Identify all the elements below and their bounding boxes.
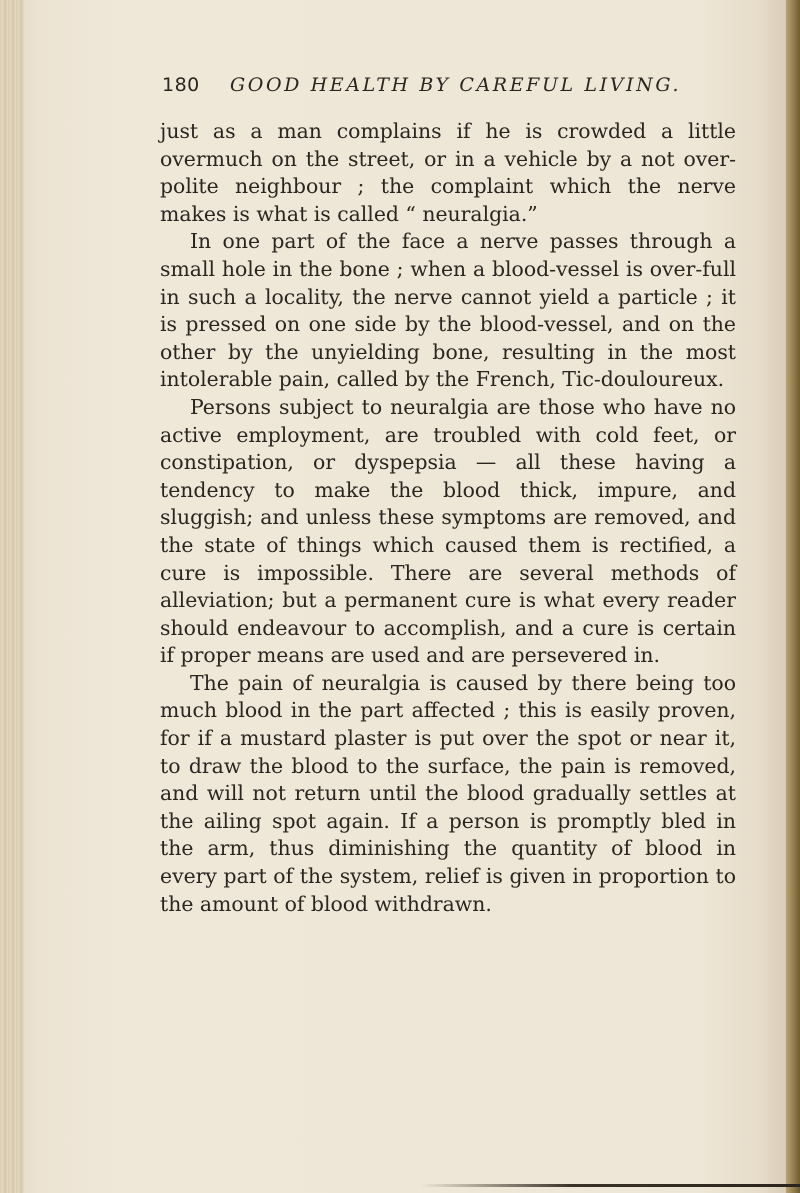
paragraph: Persons subject to neuralgia are those who have no active employment, are troubled with cold feet, or constipation, or dyspepsia — all these having a tendency to make the blood thick, impure, and sluggish; and unless these symptoms are removed, and the state of things which caused them is rectified, a cure is impossible. There are several methods of alleviation; but a permanent cure is what every reader should endeavour to accomplish, and a cure is certain if proper means are used and are persevered in. xyxy=(160,394,736,668)
paragraph: The pain of neuralgia is caused by there being too much blood in the part affected ; this is easily proven, for if a mustard plaster is put over the spot or near it, to draw the blood to the surface, the pain is removed, and will not return until the blood gradually settles at the ailing spot again. If a person is promptly bled in the arm, thus diminishing the quantity of blood in every part of the system, relief is given in proportion to the amount of blood withdrawn. xyxy=(160,670,736,916)
paragraph: just as a man complains if he is crowded a little overmuch on the street, or in a vehicle by a not over-polite neighbour ; the complaint which the nerve makes is what is called “ neuralgia.” xyxy=(160,119,736,226)
book-gutter xyxy=(0,0,24,1193)
body-text xyxy=(160,118,736,918)
page-bottom-rule xyxy=(420,1184,800,1187)
paragraph: In one part of the face a nerve passes through a small hole in the bone ; when a blood-vessel is over-full in such a locality, the nerve cannot yield a particle ; it is pressed on one side by the blood-vessel, and on the other by the unyielding bone, resulting in the most intolerable pain, called by the French, Tic-douloureux. xyxy=(160,229,736,392)
page-number: 180 xyxy=(162,74,200,96)
page-edge xyxy=(786,0,800,1193)
running-title: GOOD HEALTH BY CAREFUL LIVING. xyxy=(230,74,682,96)
running-header xyxy=(162,74,722,100)
